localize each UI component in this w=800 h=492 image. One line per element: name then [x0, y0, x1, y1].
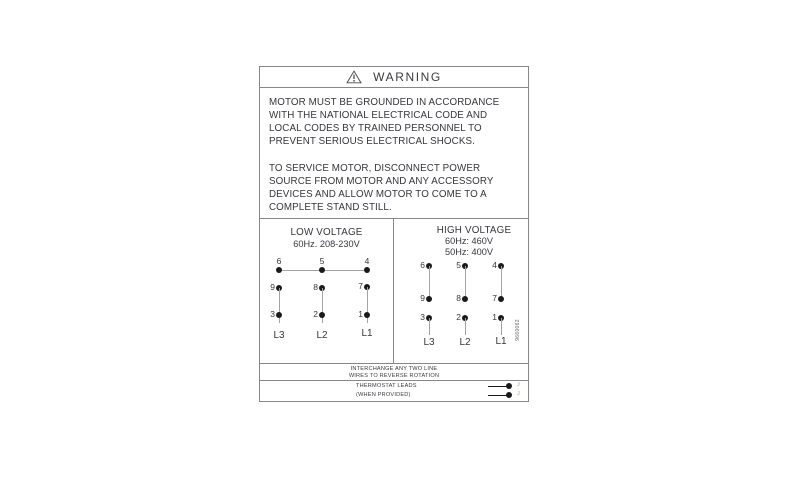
hv-dot-7 — [498, 296, 504, 302]
high-voltage-subtitle-60hz: 60Hz: 460V — [444, 236, 493, 246]
hv-line-label-l1: L1 — [495, 336, 507, 347]
low-voltage-title: LOW VOLTAGE — [290, 227, 363, 238]
grounding-paragraph — [269, 96, 519, 148]
hv-lead-l3-line — [429, 318, 430, 335]
warning-header — [260, 67, 528, 88]
rotation-note-line2: WIRES TO REVERSE ROTATION — [348, 373, 440, 379]
lv-dot-5 — [319, 267, 325, 273]
hv-terminal-2: 2 — [456, 312, 461, 322]
low-voltage-subtitle: 60Hz. 208-230V — [293, 239, 360, 249]
lv-dot-1 — [364, 312, 370, 318]
lv-line-label-l1: L1 — [361, 328, 373, 339]
hv-dot-9 — [426, 296, 432, 302]
hv-terminal-9: 9 — [420, 293, 425, 303]
paragraph1-line: PREVENT SERIOUS ELECTRICAL SHOCKS. — [269, 136, 475, 147]
hv-connector-4-7 — [501, 266, 502, 299]
lv-line-label-l2: L2 — [316, 330, 328, 341]
thermostat-lead2-label: J — [517, 391, 520, 397]
thermostat-leads-label: THERMOSTAT LEADS — [356, 383, 417, 389]
lv-terminal-9: 9 — [270, 282, 275, 292]
warning-triangle-icon — [346, 70, 362, 84]
high-voltage-title: HIGH VOLTAGE — [436, 225, 512, 236]
warning-title: WARNING — [373, 70, 442, 84]
hv-line-label-l3: L3 — [423, 337, 435, 348]
wiring-diagrams-section — [260, 218, 528, 363]
hv-connector-5-8 — [465, 266, 466, 299]
high-voltage-subtitle-50hz: 50Hz: 400V — [444, 247, 493, 257]
thermostat-note — [260, 380, 528, 401]
rotation-note-line1: INTERCHANGE ANY TWO LINE — [350, 366, 438, 372]
lv-dot-2 — [319, 312, 325, 318]
hv-terminal-5: 5 — [456, 260, 461, 270]
rotation-note — [260, 363, 528, 380]
lv-dot-3 — [276, 312, 282, 318]
hv-terminal-7: 7 — [492, 293, 497, 303]
when-provided-label: (WHEN PROVIDED) — [356, 392, 411, 398]
thermostat-lead2-dot — [506, 392, 512, 398]
paragraph1-line: MOTOR MUST BE GROUNDED IN ACCORDANCE — [269, 97, 500, 108]
hv-lead-l1-line — [501, 318, 502, 335]
service-paragraph — [269, 162, 519, 214]
lv-terminal-3: 3 — [270, 309, 275, 319]
hv-connector-6-9 — [429, 266, 430, 299]
hv-terminal-4: 4 — [492, 260, 497, 270]
hv-terminal-6: 6 — [420, 260, 425, 270]
hv-terminal-3: 3 — [420, 312, 425, 322]
lv-terminal-7: 7 — [358, 281, 363, 291]
warning-text-block — [269, 96, 519, 214]
lv-line-label-l3: L3 — [273, 330, 285, 341]
lv-terminal-6: 6 — [276, 256, 282, 266]
paragraph1-line: WITH THE NATIONAL ELECTRICAL CODE AND — [269, 110, 488, 121]
thermostat-lead1-dot — [506, 383, 512, 389]
lv-dot-6 — [276, 267, 282, 273]
lv-terminal-4: 4 — [364, 256, 370, 266]
high-voltage-diagram — [395, 219, 528, 363]
lv-terminal-2: 2 — [313, 309, 318, 319]
lv-terminal-8: 8 — [313, 282, 318, 292]
paragraph2-line: SOURCE FROM MOTOR AND ANY ACCESSORY — [269, 176, 494, 187]
paragraph1-line: LOCAL CODES BY TRAINED PERSONNEL TO — [269, 123, 482, 134]
lv-dot-4 — [364, 267, 370, 273]
low-voltage-diagram — [260, 219, 394, 363]
thermostat-lead1-label: J — [517, 382, 520, 388]
paragraph2-line: TO SERVICE MOTOR, DISCONNECT POWER — [269, 163, 481, 174]
paragraph2-line: COMPLETE STAND STILL. — [269, 202, 392, 213]
hv-line-label-l2: L2 — [459, 337, 471, 348]
lv-terminal-1: 1 — [358, 309, 363, 319]
drawing-part-number: 9660062 — [515, 319, 521, 341]
hv-lead-l2-line — [465, 318, 466, 335]
hv-terminal-8: 8 — [456, 293, 461, 303]
paragraph2-line: DEVICES AND ALLOW MOTOR TO COME TO A — [269, 189, 487, 200]
motor-warning-label — [259, 66, 529, 402]
hv-terminal-1: 1 — [492, 312, 497, 322]
lv-terminal-5: 5 — [319, 256, 325, 266]
hv-dot-8 — [462, 296, 468, 302]
